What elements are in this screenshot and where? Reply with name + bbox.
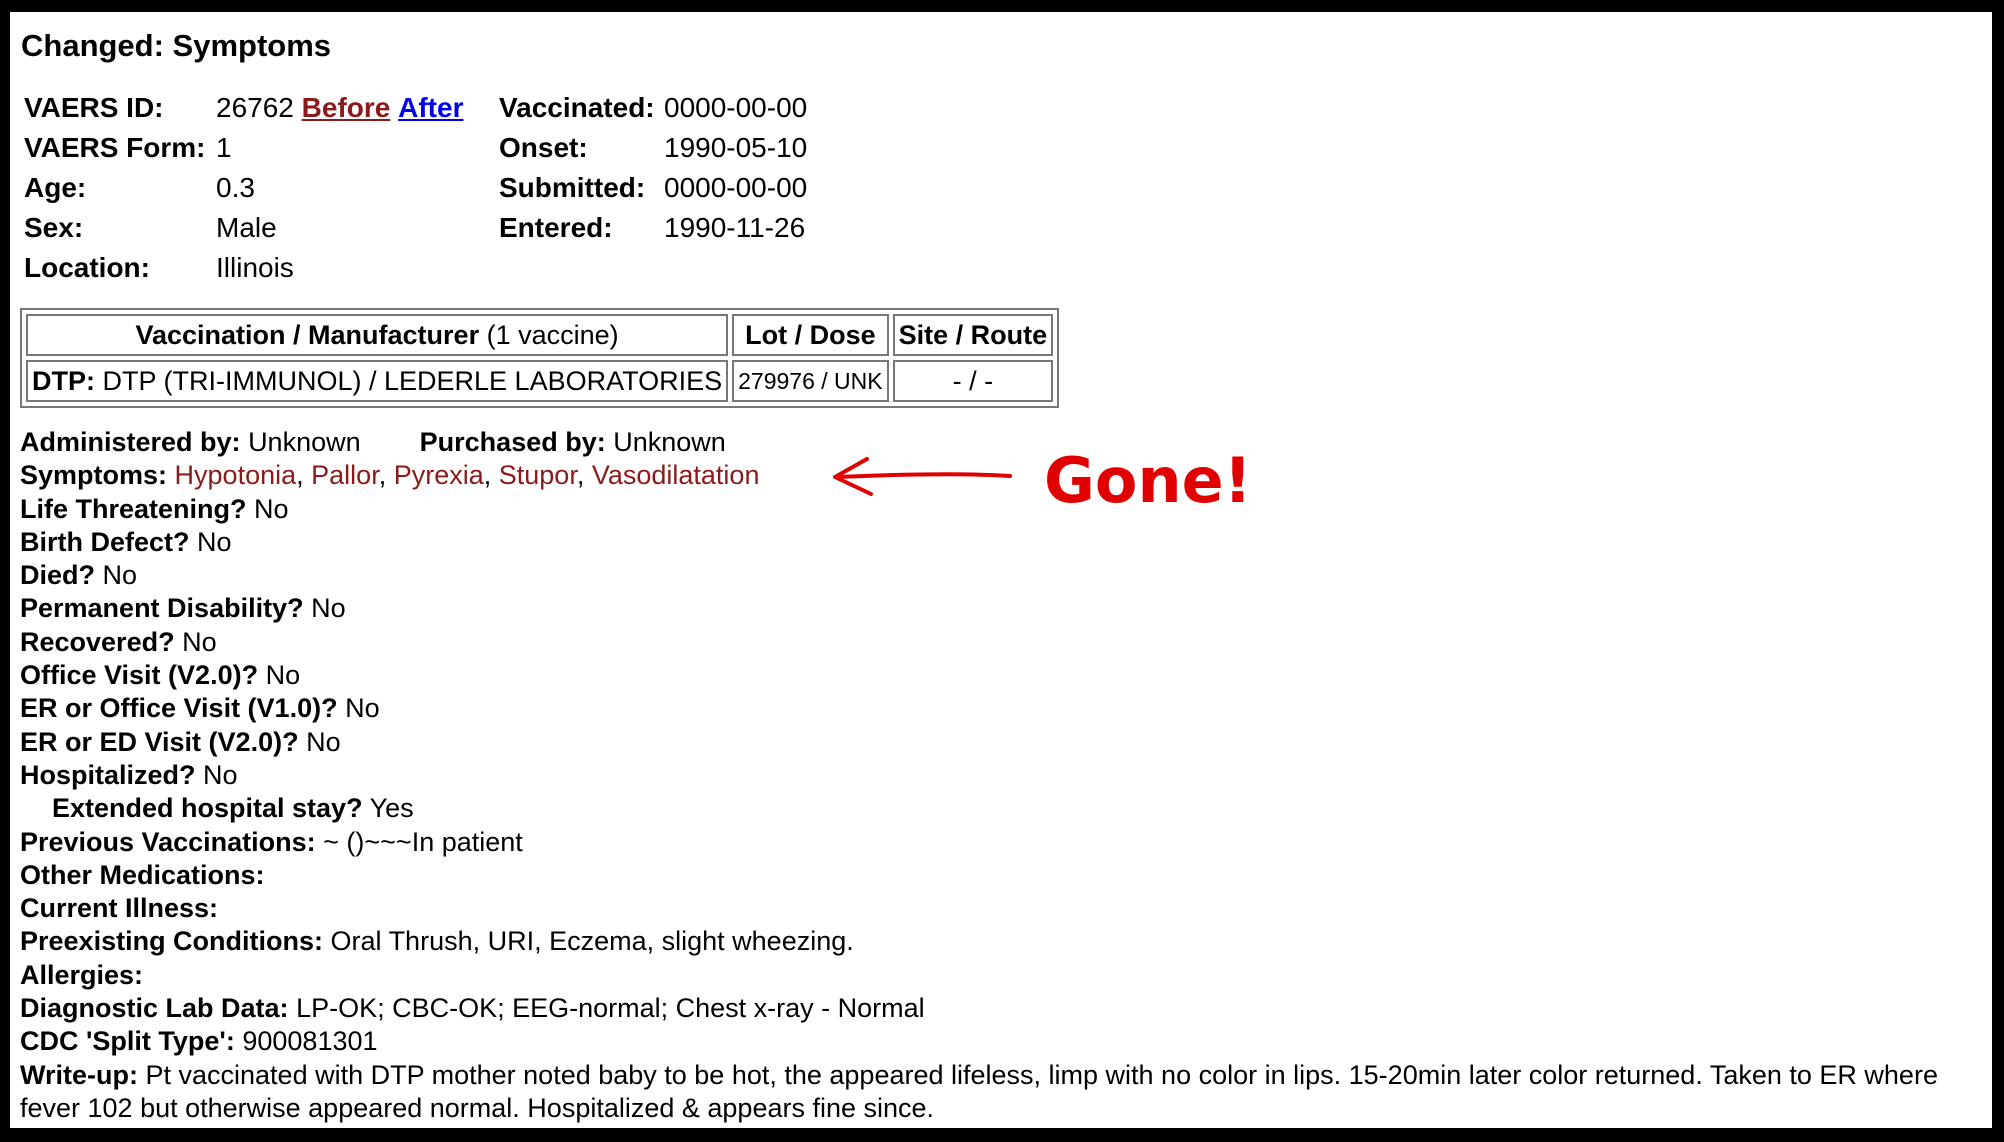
split-type-label: CDC 'Split Type': bbox=[20, 1026, 235, 1057]
vaccine-cell bbox=[26, 360, 728, 402]
office-visit-v2-line bbox=[20, 659, 1980, 692]
lab-data-line bbox=[20, 992, 1980, 1025]
birth-defect-value: No bbox=[197, 526, 232, 557]
symptoms-label: Symptoms: bbox=[20, 460, 168, 491]
er-office-v1-value: No bbox=[345, 693, 380, 724]
vaccine-table bbox=[20, 308, 1059, 408]
extended-stay-line bbox=[20, 792, 1980, 825]
vaccinated-label: Vaccinated: bbox=[499, 92, 655, 123]
sex-value: Male bbox=[216, 212, 277, 243]
entered-value: 1990-11-26 bbox=[664, 212, 806, 243]
header-vaccination-manufacturer bbox=[26, 314, 728, 356]
preexisting-conditions-line bbox=[20, 925, 1980, 958]
preexisting-conditions-value: Oral Thrush, URI, Eczema, slight wheezing. bbox=[330, 926, 854, 957]
office-visit-v2-label: Office Visit (V2.0)? bbox=[20, 660, 259, 691]
split-type-value: 900081301 bbox=[242, 1026, 378, 1057]
er-ed-v2-line bbox=[20, 726, 1980, 759]
symptom-link[interactable]: Pyrexia bbox=[393, 460, 484, 491]
sex-label: Sex: bbox=[24, 212, 84, 243]
died-value: No bbox=[102, 560, 138, 591]
header-site-route: Site / Route bbox=[893, 314, 1054, 356]
died-label: Died? bbox=[20, 560, 96, 591]
split-type-line bbox=[20, 1025, 1980, 1058]
recovered-value: No bbox=[182, 626, 217, 657]
allergies-line bbox=[20, 959, 1980, 992]
recovered-label: Recovered? bbox=[20, 626, 175, 657]
administered-label: Administered by: bbox=[20, 427, 241, 457]
report-details bbox=[20, 426, 1980, 1125]
after-link[interactable]: After bbox=[398, 92, 464, 123]
symptom-link[interactable]: Stupor bbox=[498, 460, 577, 491]
purchased-label: Purchased by: bbox=[419, 427, 606, 457]
location-label: Location: bbox=[24, 252, 150, 283]
submitted-value: 0000-00-00 bbox=[664, 172, 808, 203]
onset-label: Onset: bbox=[499, 132, 588, 163]
vaccinated-value: 0000-00-00 bbox=[664, 92, 808, 123]
permanent-disability-line bbox=[20, 592, 1980, 625]
life-threatening-label: Life Threatening? bbox=[20, 493, 247, 524]
lab-data-value: LP-OK; CBC-OK; EEG-normal; Chest x-ray - Normal bbox=[296, 993, 925, 1024]
location-value: Illinois bbox=[216, 252, 294, 283]
extended-stay-value: Yes bbox=[369, 793, 414, 824]
life-threatening-value: No bbox=[254, 493, 289, 524]
symptom-link[interactable]: Hypotonia bbox=[174, 460, 297, 491]
current-illness-line bbox=[20, 892, 1980, 925]
vaers-id-label: VAERS ID: bbox=[24, 92, 164, 123]
entered-label: Entered: bbox=[499, 212, 613, 243]
previous-vaccinations-label: Previous Vaccinations: bbox=[20, 826, 316, 857]
vaers-id-value-group bbox=[216, 88, 463, 128]
arrow-left-icon bbox=[825, 454, 1025, 504]
er-office-v1-line bbox=[20, 692, 1980, 725]
writeup-value: Pt vaccinated with DTP mother noted baby to be hot, the appeared lifeless, limp with no color in lips. 15-20min later color returned. Taken to ER where fever 102 but otherwise appeared normal. Hospitalized & appears fine since. bbox=[20, 1059, 1938, 1123]
hospitalized-line bbox=[20, 759, 1980, 792]
lot-dose-cell: 279976 / UNK bbox=[732, 360, 888, 402]
age-label: Age: bbox=[24, 172, 87, 203]
symptom-link[interactable]: Pallor bbox=[311, 460, 379, 491]
permanent-disability-label: Permanent Disability? bbox=[20, 593, 304, 624]
administered-value: Unknown bbox=[248, 427, 361, 457]
vaccine-name: DTP (TRI-IMMUNOL) / LEDERLE LABORATORIES bbox=[102, 365, 723, 396]
current-illness-label: Current Illness: bbox=[20, 893, 219, 924]
er-ed-v2-value: No bbox=[306, 726, 341, 757]
header-vax-count: (1 vaccine) bbox=[486, 319, 619, 350]
annotation-gone: Gone! bbox=[1044, 444, 1252, 517]
previous-vaccinations-line bbox=[20, 826, 1980, 859]
hospitalized-label: Hospitalized? bbox=[20, 759, 196, 790]
extended-stay-label: Extended hospital stay? bbox=[52, 793, 363, 824]
other-medications-line bbox=[20, 859, 1980, 892]
header-lot-dose: Lot / Dose bbox=[732, 314, 888, 356]
symptom-link[interactable]: Vasodilatation bbox=[591, 460, 760, 491]
vaccine-table-header bbox=[26, 314, 1053, 356]
purchased-value: Unknown bbox=[613, 427, 726, 457]
previous-vaccinations-value: ~ ()~~~In patient bbox=[323, 826, 523, 857]
age-value: 0.3 bbox=[216, 172, 255, 203]
died-line bbox=[20, 559, 1980, 592]
table-row bbox=[26, 360, 1053, 402]
hospitalized-value: No bbox=[203, 759, 238, 790]
birth-defect-line bbox=[20, 526, 1980, 559]
header-vax-title: Vaccination / Manufacturer bbox=[135, 319, 480, 350]
writeup-line bbox=[20, 1059, 1980, 1126]
vaers-form-value: 1 bbox=[216, 132, 232, 163]
er-ed-v2-label: ER or ED Visit (V2.0)? bbox=[20, 726, 299, 757]
vaccine-code: DTP: bbox=[32, 365, 95, 396]
permanent-disability-value: No bbox=[311, 593, 346, 624]
submitted-label: Submitted: bbox=[499, 172, 646, 203]
office-visit-v2-value: No bbox=[265, 660, 301, 691]
vaers-form-label: VAERS Form: bbox=[24, 132, 206, 163]
before-link[interactable]: Before bbox=[301, 92, 391, 123]
preexisting-conditions-label: Preexisting Conditions: bbox=[20, 926, 324, 957]
page-title: Changed: Symptoms bbox=[21, 28, 332, 63]
birth-defect-label: Birth Defect? bbox=[20, 526, 190, 557]
site-route-cell: - / - bbox=[893, 360, 1054, 402]
recovered-line bbox=[20, 626, 1980, 659]
writeup-label: Write-up: bbox=[20, 1059, 138, 1090]
page-frame bbox=[10, 12, 1992, 1128]
vaers-id-value: 26762 bbox=[216, 92, 294, 123]
symptoms-line: Symptoms: Hypotonia, Pallor, Pyrexia, Stupor, Vasodilatation bbox=[20, 460, 760, 491]
allergies-label: Allergies: bbox=[20, 959, 144, 990]
onset-value: 1990-05-10 bbox=[664, 132, 808, 163]
other-medications-label: Other Medications: bbox=[20, 859, 265, 890]
er-office-v1-label: ER or Office Visit (V1.0)? bbox=[20, 693, 338, 724]
lab-data-label: Diagnostic Lab Data: bbox=[20, 993, 289, 1024]
